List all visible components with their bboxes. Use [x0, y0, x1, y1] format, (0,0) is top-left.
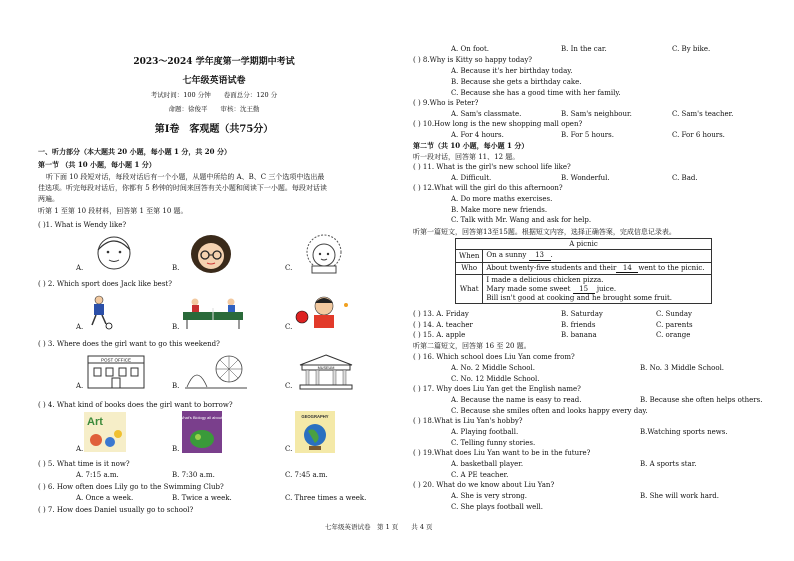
post-office-building-icon	[84, 354, 148, 390]
exam-info-authors: 命题：徐俊平 审核：沈王勤	[168, 105, 260, 113]
q6-option-c: C. Three times a week.	[285, 494, 367, 502]
option-a-label: A.	[76, 382, 84, 390]
question-2: ( ) 2. Which sport does Jack like best?	[38, 280, 172, 288]
q5-option-a: A. 7:15 a.m.	[76, 471, 119, 479]
option-b-label: B.	[172, 323, 180, 331]
q17-option-a: A. Because the name is easy to read.	[451, 396, 582, 404]
instruction-line-1: 听下面 10 段短对话，每段对话后有一个小题，从题中所给的 A、B、C 三个选项中选出最	[46, 173, 325, 181]
museum-building-icon	[296, 353, 356, 391]
picnic-table-title: A picnic	[456, 239, 712, 250]
q5-option-c: C. 7:45 a.m.	[285, 471, 328, 479]
q18-option-a: A. Playing football.	[451, 428, 519, 436]
option-a-label: A.	[76, 323, 84, 331]
option-b-label: B.	[172, 264, 180, 272]
q19-option-a: A. basketball player.	[451, 460, 524, 468]
q19-option-b: B. A sports star.	[640, 460, 697, 468]
option-b-label: B.	[172, 382, 180, 390]
q13-option-b: B. Saturday	[561, 310, 603, 318]
page-footer: 七年级英语试卷 第 1 页 共 4 页	[325, 523, 433, 531]
q18-option-c: C. Telling funny stories.	[451, 439, 536, 447]
q20-option-a: A. She is very strong.	[451, 492, 528, 500]
option-b-label: B.	[172, 445, 180, 453]
girl-glasses-color-icon	[180, 232, 242, 274]
q6-option-b: B. Twice a week.	[172, 494, 232, 502]
q13-option-c: C. Sunday	[656, 310, 692, 318]
picnic-table	[455, 238, 712, 304]
what-line-3: Bill isn't good at cooking and he brought some fruit.	[486, 293, 672, 302]
art-book-icon	[84, 412, 126, 452]
q12-option-a: A. Do more maths exercises.	[451, 195, 553, 203]
blank-15: 15	[573, 285, 595, 294]
blank-14: 14	[616, 264, 638, 273]
question-16: ( ) 16. Which school does Liu Yan come from?	[413, 353, 575, 361]
exam-title: 2023～2024 学年度第一学期期中考试	[133, 57, 295, 67]
option-c-label: C.	[285, 323, 293, 331]
question-11: ( ) 11. What is the girl's new school life like?	[413, 163, 571, 171]
girl-face-drawing-icon	[84, 232, 144, 274]
q9-option-a: A. Sam's classmate.	[451, 110, 522, 118]
question-13: ( ) 13. A. Friday	[413, 310, 469, 318]
question-19: ( ) 19.What does Liu Yan want to be in the future?	[413, 449, 591, 457]
q20-option-b: B. She will work hard.	[640, 492, 719, 500]
q16-option-c: C. No. 12 Middle School.	[451, 375, 540, 383]
q7-option-c: C. By bike.	[672, 45, 711, 53]
q10-option-c: C. For 6 hours.	[672, 131, 725, 139]
q9-option-b: B. Sam's neighbour.	[561, 110, 632, 118]
option-a-label: A.	[76, 445, 84, 453]
exam-info-time: 考试时间：100 分钟 卷面总分：120 分	[150, 91, 278, 99]
option-c-label: C.	[285, 382, 293, 390]
museum-sign: MUSEUM	[317, 366, 335, 370]
blank-13: 13	[529, 251, 551, 260]
q15-option-b: B. banana	[561, 331, 597, 339]
section-2-title: 第二节（共 10 小题，每小题 1 分）	[413, 141, 529, 150]
what-line-2b: juice.	[596, 284, 617, 293]
q10-option-a: A. For 4 hours.	[451, 131, 504, 139]
q7-option-b: B. In the car.	[561, 45, 607, 53]
question-14: ( ) 14. A. teacher	[413, 321, 473, 329]
who-cell	[483, 262, 712, 274]
passage-1-instruction: 听第一篇短文，回答第13至15题。根据短文内容，选择正确答案，完成信息记录表。	[413, 228, 676, 236]
part1-title: 第Ⅰ卷 客观题（共75分）	[154, 124, 274, 135]
biology-book-title: What's Biology all about?	[179, 415, 225, 420]
option-c-label: C.	[285, 445, 293, 453]
q11-option-a: A. Difficult.	[451, 174, 492, 182]
question-8: ( ) 8.Why is Kitty so happy today?	[413, 56, 533, 64]
q5-option-b: B. 7:30 a.m.	[172, 471, 215, 479]
when-text: On a sunny	[486, 251, 527, 260]
q11-option-c: C. Bad.	[672, 174, 698, 182]
question-1: ( )1. What is Wendy like?	[38, 221, 127, 229]
girl-curly-hair-icon	[294, 232, 354, 274]
q18-option-b: B.Watching sports news.	[640, 428, 728, 436]
question-15: ( ) 15. A. apple	[413, 331, 466, 339]
q20-option-c: C. She plays football well.	[451, 503, 543, 511]
section-title: 一、听力部分（本大题共 20 小题，每小题 1 分，共 20 分）	[38, 147, 231, 156]
q16-option-b: B. No. 3 Middle School.	[640, 364, 725, 372]
table-tennis-icon	[181, 294, 245, 330]
q7-option-a: A. On foot.	[451, 45, 490, 53]
question-4: ( ) 4. What kind of books does the girl want to borrow?	[38, 401, 233, 409]
what-cell	[483, 275, 712, 304]
post-office-sign: POST OFFICE	[101, 357, 131, 363]
q12-option-b: B. Make more new friends.	[451, 206, 548, 214]
ping-pong-boy-icon	[294, 293, 354, 331]
q8-option-b: B. Because she gets a birthday cake.	[451, 78, 582, 86]
instruction-line-2: 佳选项。听完每段对话后，你都有 5 秒钟的时间来回答有关小题和阅读下一小题。每段对话读	[38, 184, 327, 192]
what-label: What	[456, 275, 483, 304]
exam-subtitle: 七年级英语试卷	[182, 76, 246, 86]
question-7: ( ) 7. How does Daniel usually go to school?	[38, 506, 194, 514]
q16-option-a: A. No. 2 Middle School.	[451, 364, 535, 372]
instruction-line-3: 两遍。	[38, 195, 59, 203]
what-line-1: I made a delicious chicken pizza.	[486, 276, 604, 285]
question-9: ( ) 9.Who is Peter?	[413, 99, 479, 107]
geography-book-title: GEOGRAPHY	[301, 414, 329, 419]
who-label: Who	[456, 262, 483, 274]
question-12: ( ) 12.What will the girl do this afternoon?	[413, 184, 563, 192]
who-text-1: About twenty-five students and their	[486, 263, 617, 272]
option-c-label: C.	[285, 264, 293, 272]
question-18: ( ) 18.What is Liu Yan's hobby?	[413, 417, 523, 425]
q9-option-c: C. Sam's teacher.	[672, 110, 734, 118]
question-10: ( ) 10.How long is the new shopping mall open?	[413, 120, 583, 128]
q6-option-a: A. Once a week.	[76, 494, 134, 502]
q10-option-b: B. For 5 hours.	[561, 131, 614, 139]
section-sub1: 第一节 （共 10 小题，每小题 1 分）	[38, 160, 156, 169]
q19-option-c: C. A PE teacher.	[451, 471, 509, 479]
amusement-park-icon	[183, 353, 249, 391]
art-book-title: Art	[87, 416, 103, 428]
question-20: ( ) 20. What do we know about Liu Yan?	[413, 481, 555, 489]
geography-book-icon	[295, 411, 335, 453]
dialogue-1-instruction: 听一段对话，回答第 11、12 题。	[413, 153, 520, 161]
question-6: ( ) 6. How often does Lily go to the Swimming Club?	[38, 483, 224, 491]
question-3: ( ) 3. Where does the girl want to go this weekend?	[38, 340, 220, 348]
when-cell: On a sunny 13 .	[483, 250, 712, 262]
question-5: ( ) 5. What time is it now?	[38, 460, 130, 468]
option-a-label: A.	[76, 264, 84, 272]
passage-2-instruction: 听第二篇短文，回答第 16 至 20 题。	[413, 342, 531, 350]
q14-option-c: C. parents	[656, 321, 693, 329]
q17-option-b: B. Because she often helps others.	[640, 396, 763, 404]
question-17: ( ) 17. Why does Liu Yan get the English name?	[413, 385, 581, 393]
q8-option-c: C. Because she has a good time with her family.	[451, 89, 621, 97]
q15-option-c: C. orange	[656, 331, 691, 339]
football-player-icon	[84, 294, 114, 330]
q14-option-b: B. friends	[561, 321, 596, 329]
who-text-2: went to the picnic.	[638, 263, 705, 272]
when-label: When	[456, 250, 483, 262]
q11-option-b: B. Wonderful.	[561, 174, 610, 182]
what-line-2a: Mary made some sweet	[486, 284, 571, 293]
q12-option-c: C. Talk with Mr. Wang and ask for help.	[451, 216, 592, 224]
q8-option-a: A. Because it's her birthday today.	[451, 67, 573, 75]
q17-option-c: C. Because she smiles often and looks happy every day.	[451, 407, 648, 415]
what-line-2	[486, 285, 708, 294]
instruction-line-4: 听第 1 至第 10 段材料，回答第 1 至第 10 题。	[38, 207, 188, 215]
biology-book-icon	[179, 411, 225, 453]
